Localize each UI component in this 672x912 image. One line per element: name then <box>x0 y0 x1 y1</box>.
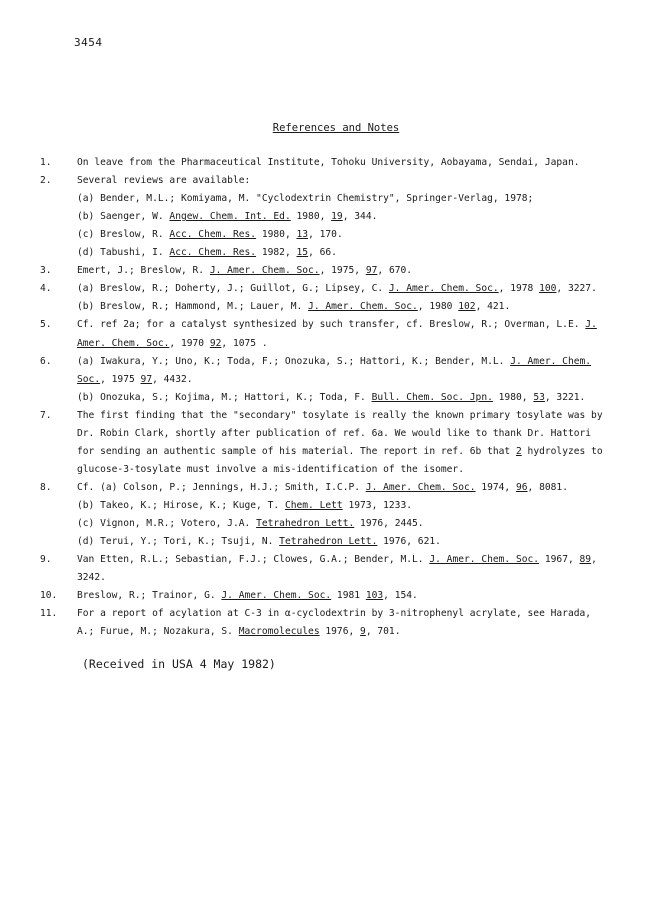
reference-text: , 344. <box>342 211 378 223</box>
reference-line <box>77 175 250 187</box>
reference-text: 1980, <box>290 211 332 223</box>
reference-number: 4. <box>40 283 52 295</box>
reference-text: , 1970 <box>169 337 210 349</box>
reference-line <box>77 157 580 169</box>
underlined-citation: Chem. Lett <box>284 499 343 511</box>
underlined-citation: 97 <box>140 373 153 385</box>
reference-text: 1976, 621. <box>377 536 441 548</box>
reference-text: , 1978 <box>498 283 540 295</box>
reference-text: hydrolyzes to <box>521 445 603 457</box>
reference-number: 2. <box>40 175 52 187</box>
reference-text: 1981 <box>331 590 366 602</box>
reference-text: Dr. Robin Clark, shortly after publication of ref. 6a. We would like to thank Dr. Hattori <box>77 427 592 439</box>
reference-line <box>77 608 591 620</box>
reference-text: (c) Breslow, R. <box>77 229 170 241</box>
underlined-citation: 2 <box>515 445 522 457</box>
reference-line <box>77 211 377 223</box>
reference-text: 1980, <box>256 229 297 241</box>
underlined-citation: Angew. Chem. Int. Ed. <box>169 211 291 223</box>
underlined-citation: J. Amer. Chem. <box>510 355 592 367</box>
reference-text: 1974, <box>475 481 516 493</box>
reference-number: 1. <box>40 157 52 168</box>
reference-line <box>77 446 603 458</box>
reference-text: , 670. <box>377 265 413 277</box>
underlined-citation: J. Amer. Chem. Soc. <box>308 301 418 313</box>
reference-text: , <box>591 554 597 566</box>
reference-text: (a) Iwakura, Y.; Uno, K.; Toda, F.; Onozuka, S.; Hattori, K.; Bender, M.L. <box>77 355 511 367</box>
reference-text: Van Etten, R.L.; Sebastian, F.J.; Clowes, G.A.; Bender, M.L. <box>77 554 430 566</box>
underlined-citation: 9 <box>360 626 366 638</box>
reference-line <box>77 482 568 494</box>
underlined-citation: 97 <box>365 265 378 277</box>
reference-number: 8. <box>40 481 52 493</box>
underlined-citation: Tetrahedron Lett. <box>279 536 378 548</box>
reference-line <box>77 193 533 205</box>
reference-line <box>77 247 337 259</box>
underlined-citation: 103 <box>365 590 384 602</box>
reference-text: 1976, <box>319 626 361 638</box>
reference-text: for sending an authentic sample of his material. The report in ref. 6b that <box>77 445 516 457</box>
underlined-citation: J. Amer. Chem. Soc. <box>209 265 320 277</box>
reference-line <box>77 374 193 386</box>
underlined-citation: J. Amer. Chem. Soc. <box>388 283 499 295</box>
reference-text: glucose-3-tosylate must involve a mis-identification of the isomer. <box>77 463 464 475</box>
reference-text: 1980, <box>492 391 534 403</box>
reference-line <box>77 229 343 241</box>
reference-line <box>77 500 412 512</box>
underlined-citation: 53 <box>533 391 545 403</box>
reference-text: (c) Vignon, M.R.; Votero, J.A. <box>77 518 257 529</box>
page-number: 3454 <box>74 36 103 49</box>
reference-number: 9. <box>40 554 52 566</box>
reference-text: (d) Terui, Y.; Tori, K.; Tsuji, N. <box>77 536 280 548</box>
reference-text: 3242. <box>77 572 106 584</box>
reference-text: Emert, J.; Breslow, R. <box>77 265 210 277</box>
reference-number: 3. <box>40 265 52 277</box>
reference-line <box>77 572 106 584</box>
reference-number: 7. <box>40 409 52 421</box>
reference-line <box>77 626 400 638</box>
reference-text: 1982, <box>256 247 297 259</box>
underlined-citation: 15 <box>296 247 309 259</box>
underlined-citation: Macromolecules <box>238 626 320 638</box>
reference-text: (b) Takeo, K.; Hirose, K.; Kuge, T. <box>77 499 285 511</box>
underlined-citation: Acc. Chem. Res. <box>169 229 257 241</box>
underlined-citation: 13 <box>296 229 309 241</box>
reference-text: (d) Tabushi, I. <box>77 247 170 259</box>
reference-text: , 66. <box>308 247 337 259</box>
reference-line <box>77 464 464 476</box>
reference-line <box>77 518 424 530</box>
reference-number: 5. <box>40 319 52 331</box>
reference-line <box>77 590 418 602</box>
reference-text: , 3221. <box>544 391 586 403</box>
reference-text: , 4432. <box>152 373 193 385</box>
underlined-citation: 92 <box>209 337 222 349</box>
reference-line <box>77 283 597 295</box>
reference-number: 11. <box>40 608 58 620</box>
reference-line <box>77 536 441 548</box>
reference-text: 1973, 1233. <box>342 499 413 511</box>
reference-text: 1967, <box>539 554 580 566</box>
reference-text: 1976, 2445. <box>354 518 424 529</box>
underlined-citation: 100 <box>539 283 557 295</box>
references-title: References and Notes <box>272 122 400 134</box>
reference-number: 6. <box>40 355 52 367</box>
reference-text: , 170. <box>308 229 343 241</box>
reference-text: , 154. <box>383 590 418 602</box>
reference-text: The first finding that the "secondary" tosylate is really the known primary tosylate was by <box>77 409 603 421</box>
reference-line <box>77 554 597 566</box>
underlined-citation: 19 <box>331 211 343 223</box>
reference-text: , 1975 <box>100 373 141 385</box>
reference-line <box>77 410 603 422</box>
reference-line <box>77 319 597 331</box>
reference-text: (b) Saenger, W. <box>77 211 170 223</box>
reference-line <box>77 265 412 277</box>
reference-line <box>77 301 510 313</box>
reference-text: , 3227. <box>556 283 597 295</box>
reference-text: Cf. ref 2a; for a catalyst synthesized by such transfer, cf. Breslow, R.; Overman, L.E. <box>77 319 586 331</box>
underlined-citation: Amer. Chem. Soc. <box>77 337 170 349</box>
underlined-citation: 89 <box>579 554 592 566</box>
underlined-citation: Soc. <box>77 373 101 385</box>
underlined-citation: J. Amer. Chem. Soc. <box>365 481 476 493</box>
underlined-citation: J. <box>585 319 597 331</box>
reference-text: , 1980 <box>417 301 459 313</box>
reference-text: Several reviews are available: <box>77 175 251 187</box>
underlined-citation: 102 <box>458 301 476 313</box>
reference-text: (b) Breslow, R.; Hammond, M.; Lauer, M. <box>77 301 309 313</box>
reference-line <box>77 356 591 368</box>
underlined-citation: J. Amer. Chem. Soc. <box>221 590 332 602</box>
reference-text: (b) Onozuka, S.; Kojima, M.; Hattori, K.; Toda, F. <box>77 391 372 403</box>
underlined-citation: 96 <box>515 481 528 493</box>
reference-line <box>77 392 585 404</box>
reference-text: , 8081. <box>527 481 568 493</box>
received-note: (Received in USA 4 May 1982) <box>82 657 276 671</box>
underlined-citation: J. Amer. Chem. Soc. <box>429 554 540 566</box>
reference-text: , 1075 . <box>221 337 268 349</box>
reference-line <box>77 428 591 440</box>
reference-text: Breslow, R.; Trainor, G. <box>77 590 222 602</box>
reference-text: For a report of acylation at C-3 in α-cyclodextrin by 3-nitrophenyl acrylate, see Harada, <box>77 608 592 620</box>
reference-text: (a) Bender, M.L.; Komiyama, M. "Cyclodextrin Chemistry", Springer-Verlag, 1978; <box>77 193 534 205</box>
reference-text: , 421. <box>475 301 511 313</box>
underlined-citation: Bull. Chem. Soc. Jpn. <box>371 391 493 403</box>
underlined-citation: Acc. Chem. Res. <box>169 247 257 259</box>
reference-text: Cf. (a) Colson, P.; Jennings, H.J.; Smith, I.C.P. <box>77 481 366 493</box>
underlined-citation: Tetrahedron Lett. <box>256 518 355 529</box>
reference-text: On leave from the Pharmaceutical Institute, Tohoku University, Aobayama, Sendai, Japan. <box>77 157 580 168</box>
reference-text: A.; Furue, M.; Nozakura, S. <box>77 626 239 638</box>
reference-text: , 1975, <box>319 265 366 277</box>
reference-text: (a) Breslow, R.; Doherty, J.; Guillot, G.; Lipsey, C. <box>77 283 389 295</box>
reference-number: 10. <box>40 590 58 602</box>
reference-text: , 701. <box>365 626 401 638</box>
reference-line <box>77 338 268 350</box>
